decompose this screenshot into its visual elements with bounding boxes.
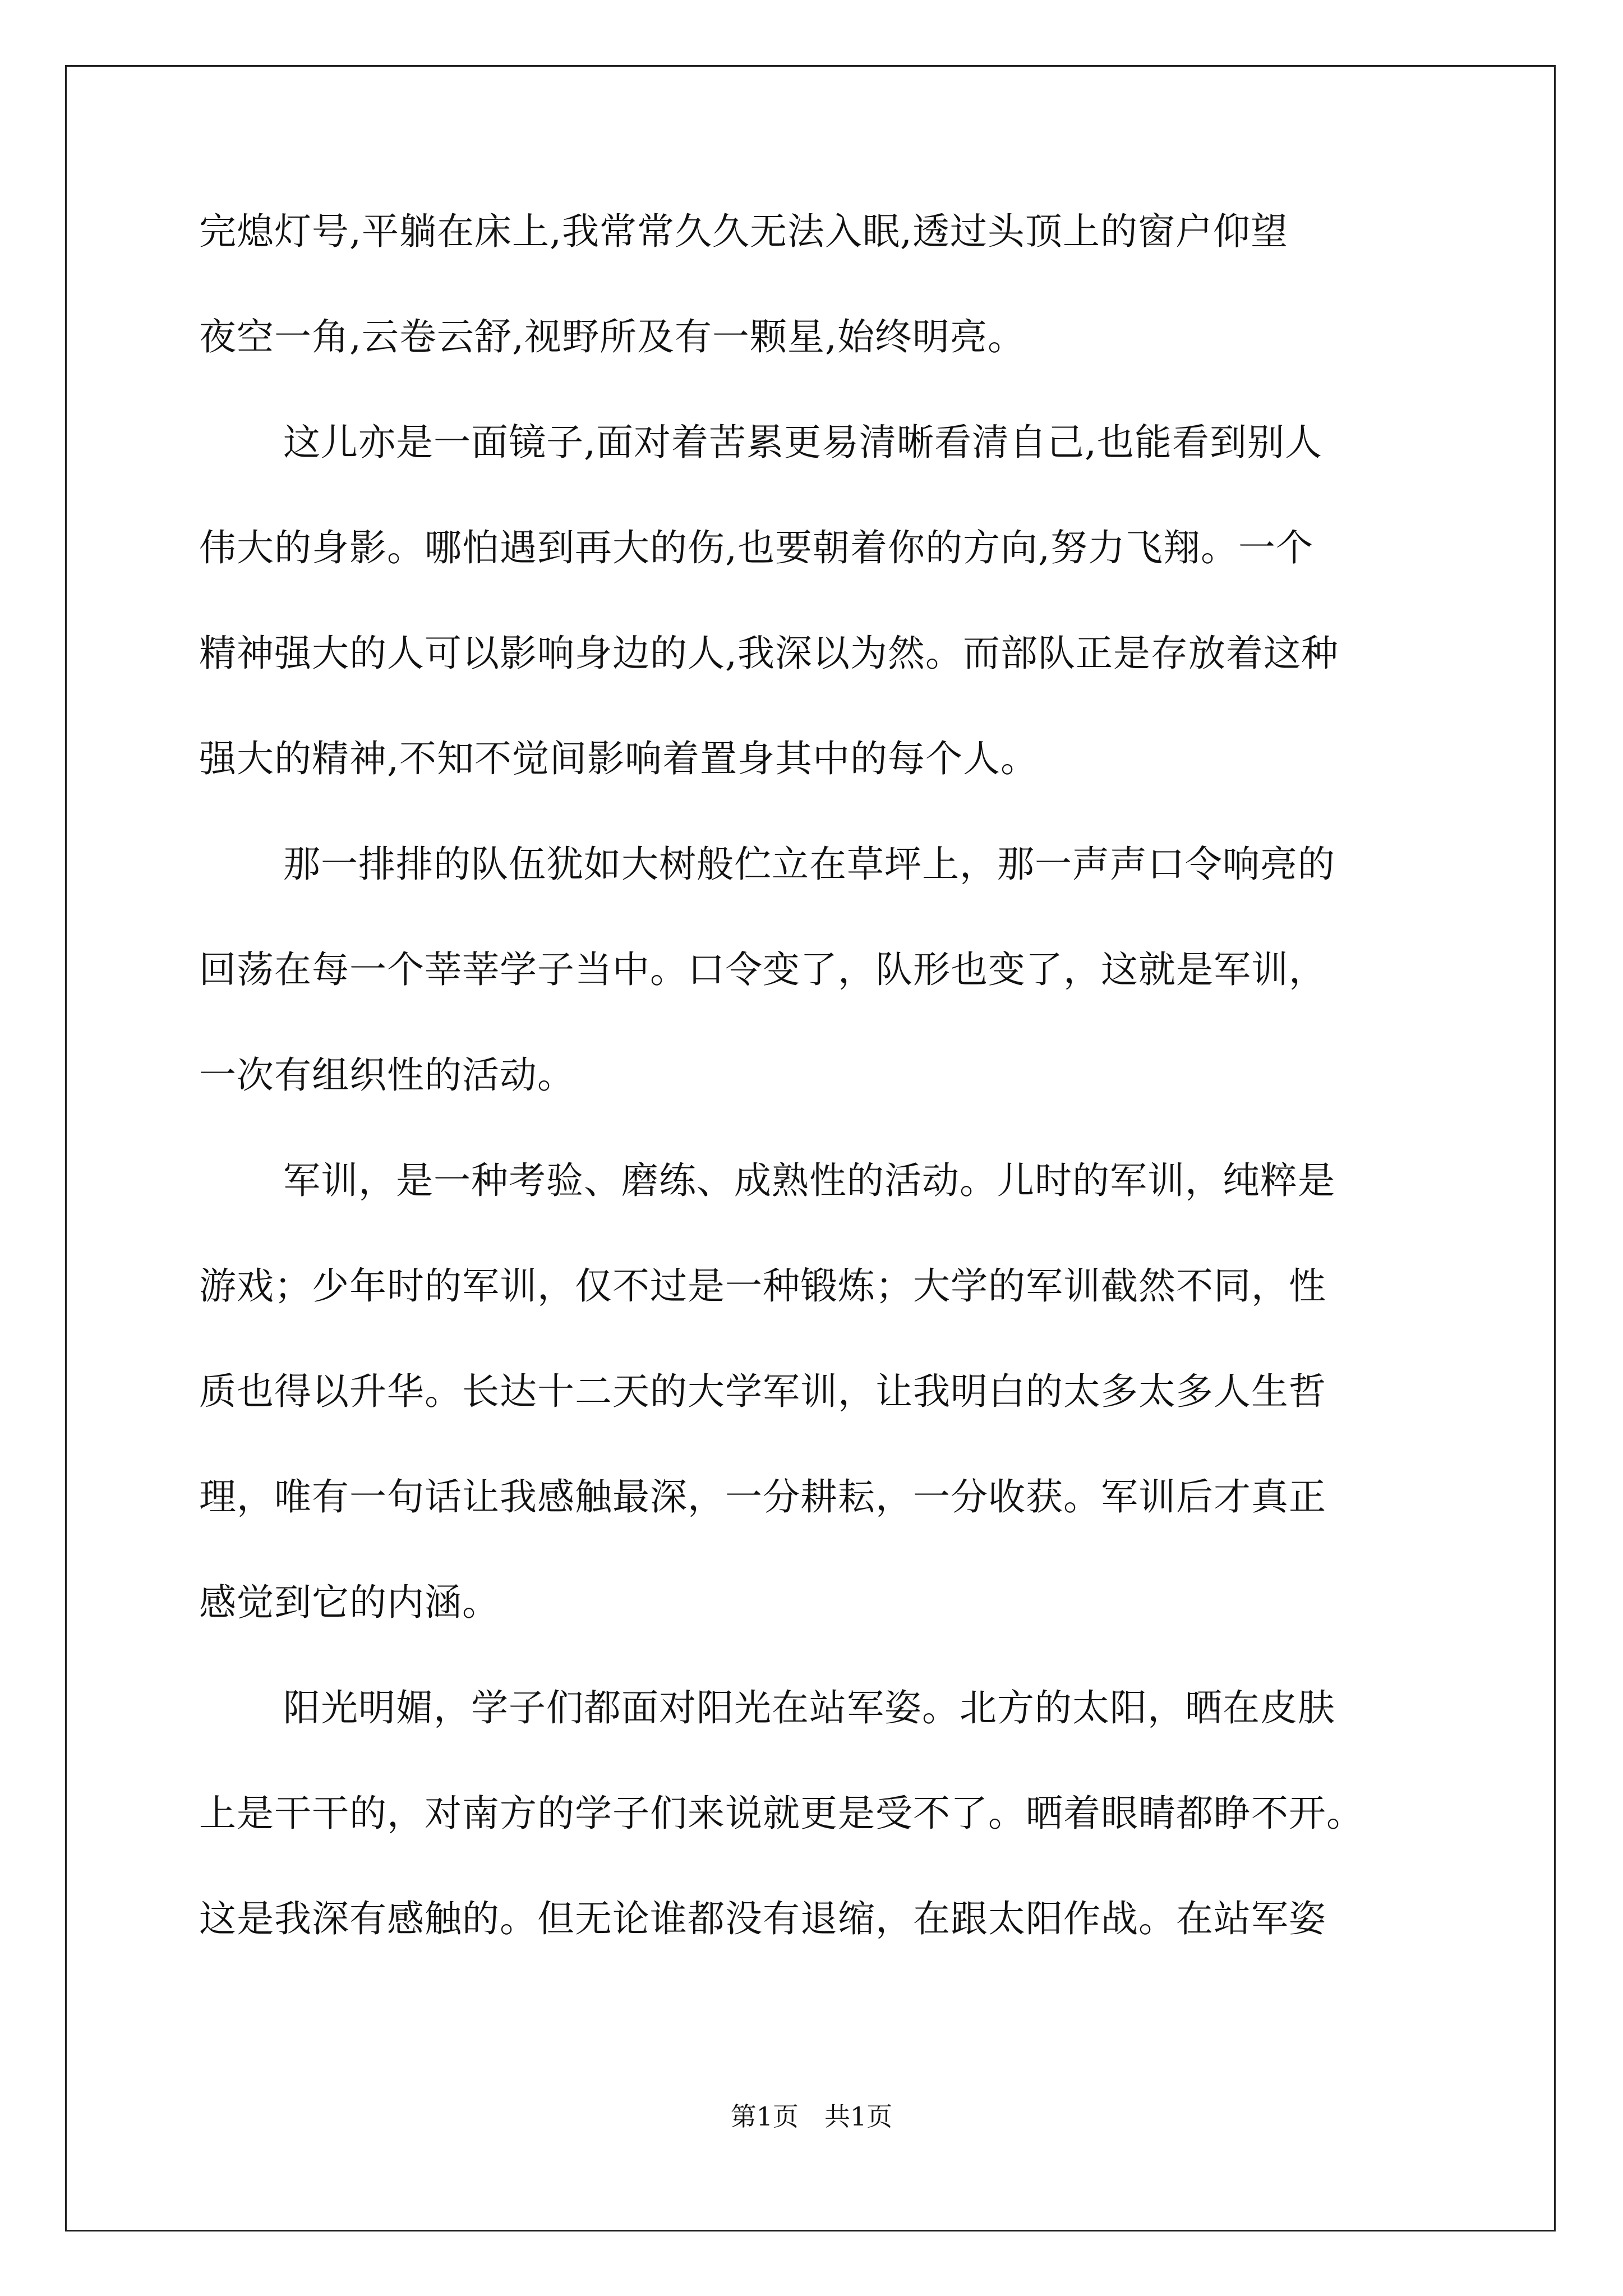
text-line: 夜空一角,云卷云舒,视野所及有一颗星,始终明亮。 (199, 315, 1025, 358)
text-line: 游戏；少年时的军训，仅不过是一种锻炼；大学的军训截然不同，性 (199, 1264, 1326, 1308)
text-line: 军训，是一种考验、磨练、成熟性的活动。儿时的军训，纯粹是 (283, 1159, 1335, 1202)
page-number-footer: 第1页 共1页 (730, 2101, 893, 2132)
text-line: 强大的精神,不知不觉间影响着置身其中的每个人。 (199, 737, 1038, 780)
text-line: 完熄灯号,平躺在床上,我常常久久无法入眠,透过头顶上的窗户仰望 (199, 210, 1288, 253)
text-line: 回荡在每一个莘莘学子当中。口令变了，队形也变了，这就是军训， (199, 948, 1326, 991)
text-line: 这是我深有感触的。但无论谁都没有退缩，在跟太阳作战。在站军姿 (199, 1897, 1326, 1940)
text-line: 上是干干的，对南方的学子们来说就更是受不了。晒着眼睛都睁不开。 (199, 1792, 1364, 1835)
text-line: 感觉到它的内涵。 (199, 1581, 500, 1624)
text-line: 阳光明媚，学子们都面对阳光在站军姿。北方的太阳，晒在皮肤 (283, 1686, 1335, 1729)
text-line: 那一排排的队伍犹如大树般伫立在草坪上，那一声声口令响亮的 (283, 843, 1335, 886)
document-body (199, 210, 1433, 2006)
text-line: 一次有组织性的活动。 (199, 1053, 575, 1097)
text-line: 理，唯有一句话让我感触最深，一分耕耘，一分收获。军训后才真正 (199, 1475, 1326, 1519)
text-line: 伟大的身影。哪怕遇到再大的伤,也要朝着你的方向,努力飞翔。一个 (199, 526, 1313, 569)
text-line: 精神强大的人可以影响身边的人,我深以为然。而部队正是存放着这种 (199, 632, 1339, 675)
text-line: 质也得以升华。长达十二天的大学军训，让我明白的太多太多人生哲 (199, 1370, 1326, 1413)
text-line: 这儿亦是一面镜子,面对着苦累更易清晰看清自己,也能看到别人 (283, 421, 1322, 464)
